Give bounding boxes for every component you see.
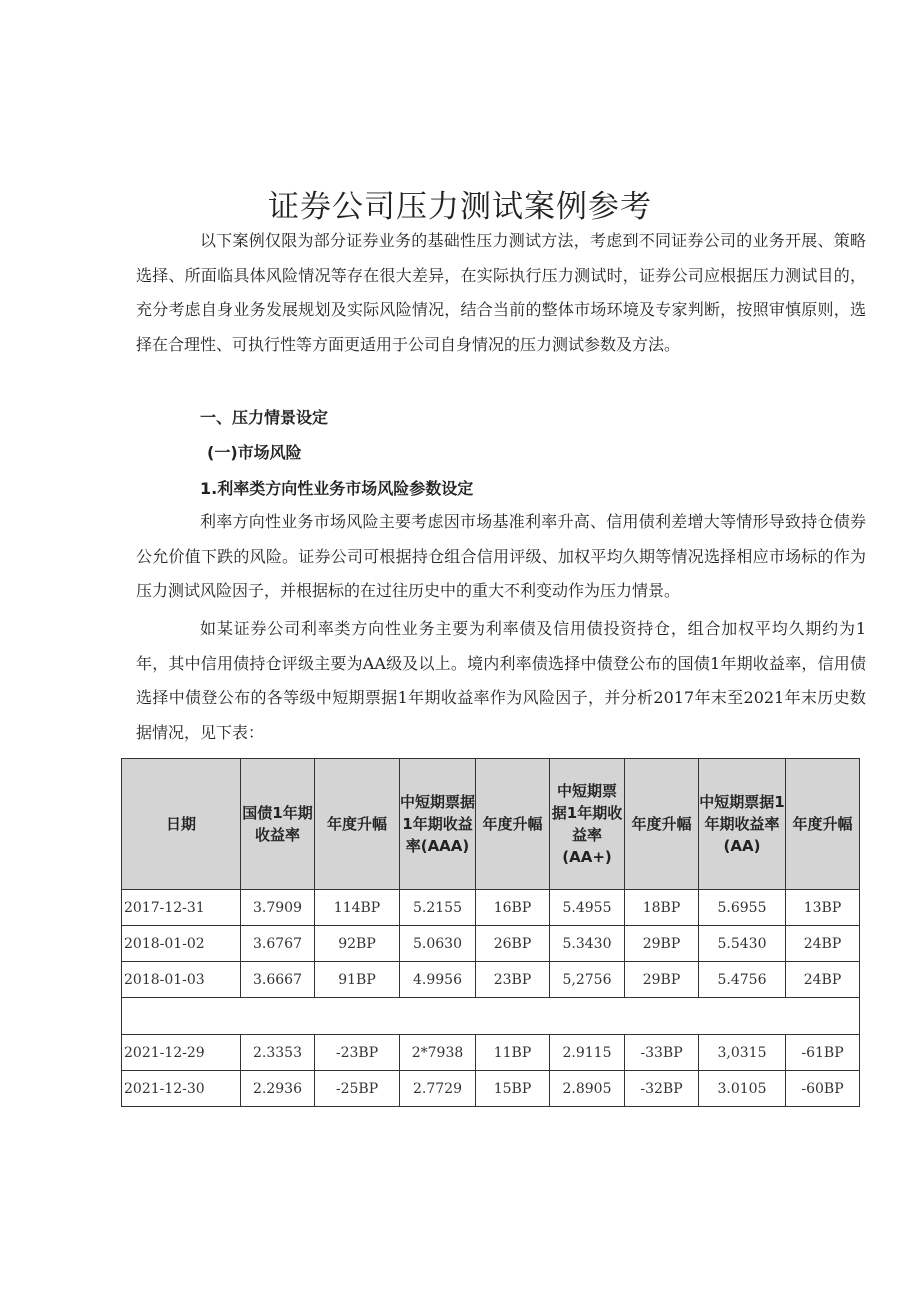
cell-value: 2.3353 (241, 1035, 315, 1071)
header-annual-change: 年度升幅 (786, 759, 860, 890)
cell-value: 5,2756 (550, 962, 625, 998)
cell-value: 15BP (476, 1071, 550, 1107)
cell-value: 5.5430 (699, 926, 786, 962)
header-mtn-aa-yield: 中短期票据1年期收益率(AA) (699, 759, 786, 890)
cell-value: 24BP (786, 926, 860, 962)
cell-date: 2021-12-29 (122, 1035, 241, 1071)
cell-value: -33BP (625, 1035, 699, 1071)
cell-value: 26BP (476, 926, 550, 962)
body-paragraph-1: 利率方向性业务市场风险主要考虑因市场基准利率升高、信用债利差增大等情形导致持仓债券公允价值下跌的风险。证券公司可根据持仓组合信用评级、加权平均久期等情况选择相应市场标的作为压力测试风险因子，并根据标的在过往历史中的重大不利变动作为压力情景。 (136, 512, 866, 600)
cell-value: 4.9956 (400, 962, 476, 998)
cell-value: -61BP (786, 1035, 860, 1071)
header-annual-change: 年度升幅 (476, 759, 550, 890)
header-mtn-aa-plus-yield: 中短期票据1年期收益率(AA+) (550, 759, 625, 890)
cell-date: 2021-12-30 (122, 1071, 241, 1107)
cell-date: 2018-01-03 (122, 962, 241, 998)
document-title: 证券公司压力测试案例参考 (268, 188, 652, 225)
header-mtn-aaa-yield: 中短期票据1年期收益率(AAA) (400, 759, 476, 890)
blank-cell (122, 998, 860, 1035)
yield-data-table (121, 758, 860, 1107)
cell-value: 16BP (476, 890, 550, 926)
table-header-row (122, 759, 860, 890)
table-row (122, 1071, 860, 1107)
section-heading-1: 一、压力情景设定 (200, 408, 329, 427)
cell-value: 5.6955 (699, 890, 786, 926)
cell-value: 2.8905 (550, 1071, 625, 1107)
cell-value: 11BP (476, 1035, 550, 1071)
header-annual-change: 年度升幅 (625, 759, 699, 890)
header-date: 日期 (122, 759, 241, 890)
item-heading-1: 1.利率类方向性业务市场风险参数设定 (200, 479, 474, 498)
cell-value: 3.7909 (241, 890, 315, 926)
intro-paragraph: 以下案例仅限为部分证券业务的基础性压力测试方法，考虑到不同证券公司的业务开展、策略选择、所面临具体风险情况等存在很大差异，在实际执行压力测试时，证券公司应根据压力测试目的，充分考虑自身业务发展规划及实际风险情况，结合当前的整体市场环境及专家判断，按照审慎原则，选择在合理性、可执行性等方面更适用于公司自身情况的压力测试参数及方法。 (136, 231, 866, 354)
cell-value: 3.6767 (241, 926, 315, 962)
cell-value: 3.6667 (241, 962, 315, 998)
cell-value: 5.4756 (699, 962, 786, 998)
cell-value: 18BP (625, 890, 699, 926)
cell-value: 29BP (625, 926, 699, 962)
table-row-blank (122, 998, 860, 1035)
header-treasury-yield: 国债1年期收益率 (241, 759, 315, 890)
cell-value: 5.3430 (550, 926, 625, 962)
cell-value: 92BP (315, 926, 400, 962)
table-row (122, 926, 860, 962)
header-annual-change: 年度升幅 (315, 759, 400, 890)
cell-date: 2017-12-31 (122, 890, 241, 926)
table-row (122, 890, 860, 926)
cell-value: 114BP (315, 890, 400, 926)
cell-value: 24BP (786, 962, 860, 998)
cell-value: 5.4955 (550, 890, 625, 926)
cell-value: 3,0315 (699, 1035, 786, 1071)
cell-date: 2018-01-02 (122, 926, 241, 962)
table-row (122, 962, 860, 998)
cell-value: 2.2936 (241, 1071, 315, 1107)
body-paragraph-2: 如某证券公司利率类方向性业务主要为利率债及信用债投资持仓，组合加权平均久期约为1年，其中信用债持仓评级主要为AA级及以上。境内利率债选择中债登公布的国债1年期收益率，信用债选择中债登公布的各等级中短期票据1年期收益率作为风险因子，并分析2017年末至2021年末历史数据情况，见下表： (136, 619, 866, 742)
cell-value: -23BP (315, 1035, 400, 1071)
cell-value: 2.7729 (400, 1071, 476, 1107)
subsection-heading-1: (一)市场风险 (207, 443, 302, 462)
cell-value: 3.0105 (699, 1071, 786, 1107)
cell-value: -32BP (625, 1071, 699, 1107)
cell-value: 29BP (625, 962, 699, 998)
cell-value: -60BP (786, 1071, 860, 1107)
cell-value: 5.0630 (400, 926, 476, 962)
cell-value: -25BP (315, 1071, 400, 1107)
cell-value: 91BP (315, 962, 400, 998)
cell-value: 2*7938 (400, 1035, 476, 1071)
cell-value: 5.2155 (400, 890, 476, 926)
table-row (122, 1035, 860, 1071)
cell-value: 13BP (786, 890, 860, 926)
cell-value: 23BP (476, 962, 550, 998)
cell-value: 2.9115 (550, 1035, 625, 1071)
